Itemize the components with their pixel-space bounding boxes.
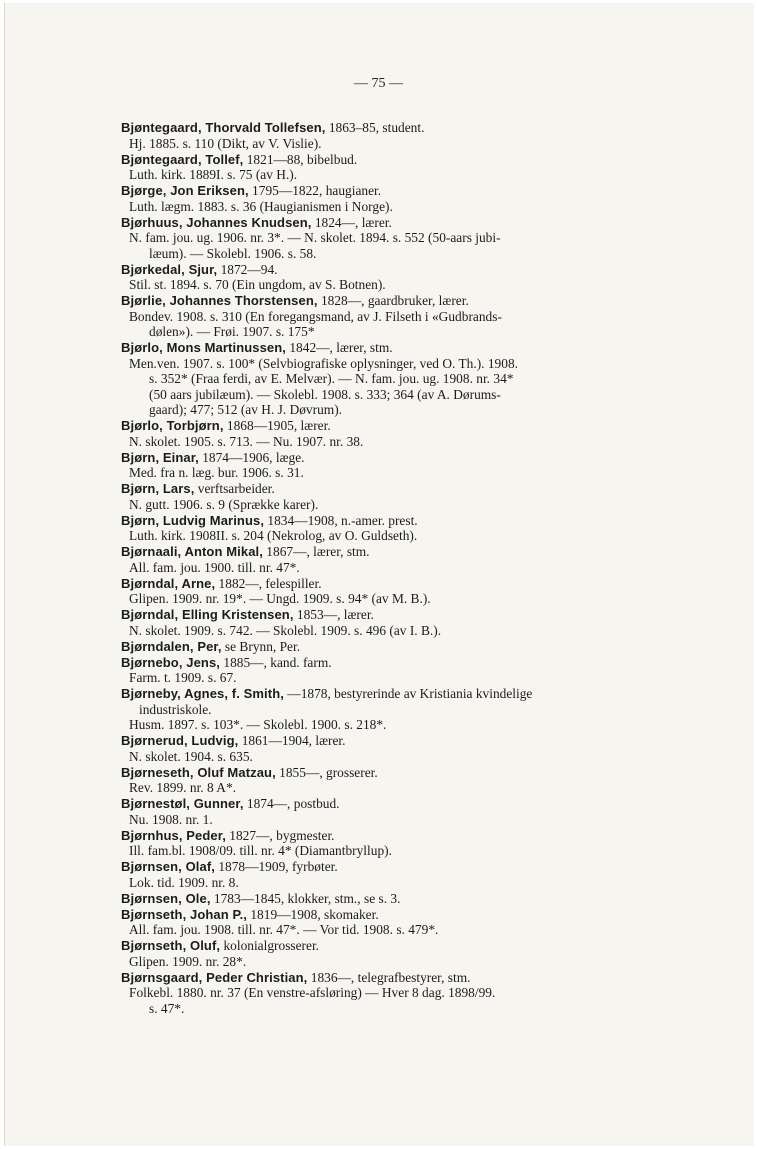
entry-reference: N. gutt. 1906. s. 9 (Sprække karer). — [129, 496, 319, 512]
entry-heading — [121, 418, 641, 434]
entry-reference: s. 47*. — [149, 1000, 185, 1016]
entry-reference: Folkebl. 1880. nr. 37 (En venstre-afsløring) — Hver 8 dag. 1898/99. — [129, 985, 496, 1000]
entry-reference: Nu. 1908. nr. 1. — [129, 811, 213, 827]
entry-name: Bjørge, Jon Eriksen, — [121, 183, 249, 198]
entry — [121, 938, 641, 969]
entry-description: 1867—, lærer, stm. — [262, 544, 370, 559]
entry-description: 1878—1909, fyrbøter. — [214, 859, 338, 874]
entry — [121, 120, 641, 151]
entry-reference: N. skolet. 1905. s. 713. — Nu. 1907. nr. 38. — [129, 433, 364, 449]
entry-name: Bjørndalen, Per, — [121, 638, 222, 654]
entry — [121, 293, 641, 340]
entry — [121, 607, 641, 638]
entry-description: 1819—1908, skomaker. — [247, 906, 379, 922]
entry-reference: Ill. fam.bl. 1908/09. till. nr. 4* (Diamantbryllup). — [129, 843, 392, 858]
entry-reference: dølen»). — Frøi. 1907. s. 175* — [149, 324, 315, 339]
entry-description: 1863–85, student. — [325, 120, 425, 135]
entry-heading — [121, 544, 641, 560]
entry — [121, 418, 641, 449]
entry-description: 1882—, felespiller. — [215, 575, 322, 591]
entry-heading — [121, 970, 641, 986]
entry-name: Bjørn, Ludvig Marinus, — [121, 512, 265, 528]
entry — [121, 152, 641, 183]
entry-name: Bjørneseth, Oluf Matzau, — [121, 764, 276, 780]
entry-heading — [121, 607, 641, 623]
entry-reference: Med. fra n. læg. bur. 1906. s. 31. — [129, 465, 304, 480]
entry-heading — [121, 938, 641, 954]
entry — [121, 183, 641, 214]
entry — [121, 513, 641, 544]
entry — [121, 907, 641, 938]
entry — [121, 828, 641, 859]
entry-heading — [121, 152, 641, 168]
entry-heading — [121, 293, 641, 309]
entry-description: 1872—94. — [217, 261, 278, 277]
entry-reference: N. skolet. 1909. s. 742. — Skolebl. 1909. s. 496 (av I. B.). — [129, 622, 442, 638]
entry-description: 1861—1904, lærer. — [238, 733, 346, 748]
entry — [121, 639, 641, 655]
entry-description: —1878, bestyrerinde av Kristiania kvindelige — [283, 686, 533, 701]
entry-name: Bjørkedal, Sjur, — [121, 261, 218, 277]
entry — [121, 796, 641, 827]
entry-description: se Brynn, Per. — [221, 638, 301, 654]
entry-description: 1836—, telegrafbestyrer, stm. — [307, 969, 471, 985]
entry — [121, 481, 641, 512]
entry-name: Bjørnsen, Ole, — [121, 890, 211, 906]
entry — [121, 891, 641, 907]
entry — [121, 765, 641, 796]
entry-reference: Luth. lægm. 1883. s. 36 (Haugianismen i Norge). — [129, 198, 393, 214]
entry-heading — [121, 340, 641, 356]
entry-name: Bjørnestøl, Gunner, — [121, 796, 244, 811]
entry-heading — [121, 907, 641, 923]
entry-reference: All. fam. jou. 1900. till. nr. 47*. — [129, 559, 300, 575]
entry — [121, 655, 641, 686]
entry-reference: Luth. kirk. 1908II. s. 204 (Nekrolog, av O. Guldseth). — [129, 528, 418, 543]
entry-name: Bjørnseth, Johan P., — [121, 906, 248, 922]
entry-name: Bjøntegaard, Tollef, — [121, 151, 244, 167]
entry — [121, 340, 641, 418]
entry-name: Bjørn, Einar, — [121, 449, 199, 465]
entry-heading — [121, 576, 641, 592]
entry — [121, 215, 641, 262]
entry — [121, 686, 641, 733]
entry — [121, 262, 641, 293]
entry-reference: Stil. st. 1894. s. 70 (Ein ungdom, av S. Botnen). — [129, 277, 386, 292]
entry-description: 1874—, postbud. — [243, 796, 340, 811]
entry-description: 1853—, lærer. — [293, 607, 374, 622]
entry-name: Bjøntegaard, Thorvald Tollefsen, — [121, 120, 326, 135]
entry-reference: (50 aars jubilæum). — Skolebl. 1908. s. 333; 364 (av A. Dørums- — [149, 386, 501, 402]
entry-description: 1868—1905, lærer. — [223, 418, 331, 433]
entry-heading — [121, 655, 641, 671]
entry-reference: All. fam. jou. 1908. till. nr. 47*. — Vor tid. 1908. s. 479*. — [129, 922, 439, 937]
entry-description: 1855—, grosserer. — [275, 764, 378, 780]
entry-name: Bjørnerud, Ludvig, — [121, 733, 239, 748]
entry-description: 1795—1822, haugianer. — [248, 183, 382, 198]
entry — [121, 576, 641, 607]
entry-heading — [121, 859, 641, 875]
entry — [121, 970, 641, 1017]
entry-name: Bjørndal, Arne, — [121, 575, 216, 591]
entry-name: Bjørn, Lars, — [121, 481, 195, 496]
entry-name: Bjørlo, Mons Martinussen, — [121, 340, 287, 355]
entry-name: Bjørnseth, Oluf, — [121, 938, 221, 953]
entry-heading — [121, 733, 641, 749]
entry-description-continued: industriskole. — [139, 701, 212, 717]
entry-name: Bjørneby, Agnes, f. Smith, — [121, 686, 284, 701]
entry — [121, 859, 641, 890]
entry-reference: Rev. 1899. nr. 8 A*. — [129, 780, 236, 795]
entry-heading — [121, 891, 641, 907]
entry-reference: gaard); 477; 512 (av H. J. Døvrum). — [149, 402, 343, 417]
entry-reference: læum). — Skolebl. 1906. s. 58. — [149, 245, 317, 261]
entry-heading — [121, 796, 641, 812]
entry-reference: s. 352* (Fraa ferdi, av E. Melvær). — N. fam. jou. ug. 1908. nr. 34* — [149, 371, 514, 386]
entry-reference: N. skolet. 1904. s. 635. — [129, 748, 253, 764]
entry-name: Bjørnsen, Olaf, — [121, 859, 215, 874]
entry-description: 1842—, lærer, stm. — [286, 340, 393, 355]
entry-reference: Hj. 1885. s. 110 (Dikt, av V. Vislie). — [129, 135, 322, 151]
entry-reference: Bondev. 1908. s. 310 (En foregangsmand, av J. Filseth i «Gudbrands- — [129, 308, 502, 324]
entry-heading — [121, 639, 641, 655]
entry-name: Bjørnsgaard, Peder Christian, — [121, 969, 308, 985]
entry-name: Bjørnebo, Jens, — [121, 654, 221, 670]
entry-name: Bjørnaali, Anton Mikal, — [121, 544, 263, 559]
entry — [121, 544, 641, 575]
entry-description: kolonialgrosserer. — [220, 938, 320, 953]
entry-reference: Lok. tid. 1909. nr. 8. — [129, 874, 239, 890]
entry-reference: N. fam. jou. ug. 1906. nr. 3*. — N. skolet. 1894. s. 552 (50-aars jubi- — [129, 230, 501, 245]
entry-heading — [121, 120, 641, 136]
entry — [121, 450, 641, 481]
entry-list — [121, 120, 641, 1017]
page-number: — 75 — — [354, 76, 403, 91]
entry-heading — [121, 765, 641, 781]
entry-reference: Luth. kirk. 1889I. s. 75 (av H.). — [129, 167, 298, 182]
entry-description: 1834—1908, n.-amer. prest. — [264, 512, 418, 528]
entry-description: 1821—88, bibelbud. — [243, 151, 358, 167]
entry-description: 1824—, lærer. — [311, 214, 392, 230]
entry-name: Bjørndal, Elling Kristensen, — [121, 607, 294, 622]
entry-heading — [121, 262, 641, 278]
entry-description: verftsarbeider. — [194, 481, 275, 496]
entry-description: 1828—, gaardbruker, lærer. — [317, 293, 469, 308]
entry — [121, 733, 641, 764]
entry-reference: Farm. t. 1909. s. 67. — [129, 670, 237, 685]
entry-heading — [121, 481, 641, 497]
entry-heading — [121, 450, 641, 466]
entry-name: Bjørlo, Torbjørn, — [121, 418, 224, 433]
entry-name: Bjørlie, Johannes Thorstensen, — [121, 293, 318, 308]
entry-heading — [121, 686, 641, 702]
entry-heading — [121, 513, 641, 529]
entry-heading — [121, 183, 641, 199]
entry-reference: Men.ven. 1907. s. 100* (Selvbiografiske oplysninger, ved O. Th.). 1908. — [129, 355, 518, 371]
entry-heading — [121, 828, 641, 844]
entry-reference: Glipen. 1909. nr. 28*. — [129, 953, 247, 969]
entry-description: 1885—, kand. farm. — [220, 654, 332, 670]
entry-description: 1783—1845, klokker, stm., se s. 3. — [210, 890, 401, 906]
entry-heading — [121, 215, 641, 231]
entry-name: Bjørnhus, Peder, — [121, 827, 226, 843]
entry-reference: Glipen. 1909. nr. 19*. — Ungd. 1909. s. 94* (av M. B.). — [129, 591, 431, 606]
entry-reference: Husm. 1897. s. 103*. — Skolebl. 1900. s. 218*. — [129, 717, 387, 732]
entry-description: 1874—1906, læge. — [198, 449, 305, 465]
entry-description: 1827—, bygmester. — [225, 827, 335, 843]
entry-name: Bjørhuus, Johannes Knudsen, — [121, 214, 312, 230]
